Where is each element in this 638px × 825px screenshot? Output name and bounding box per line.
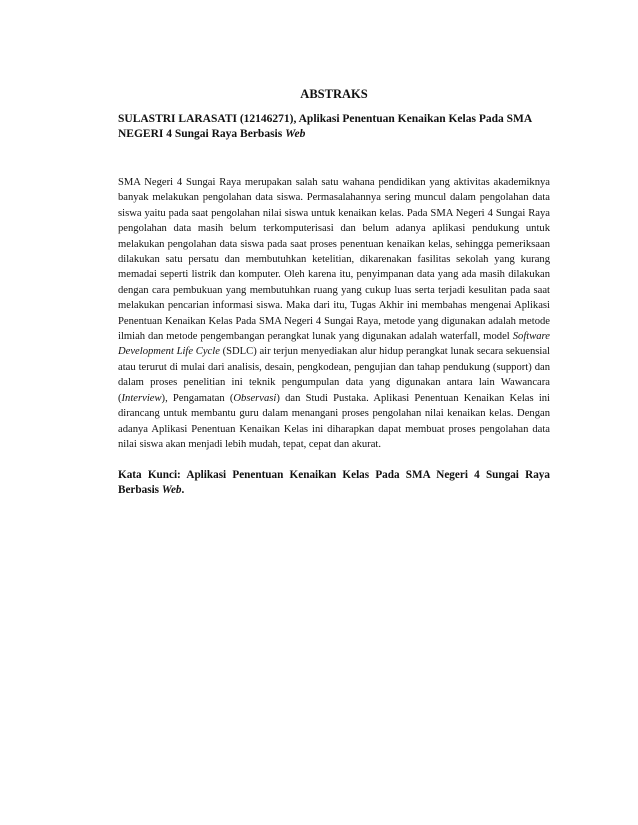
author-title-text: SULASTRI LARASATI (12146271), Aplikasi Penentuan Kenaikan Kelas Pada SMA NEGERI 4 Sungai Raya Berbasis [118, 113, 532, 140]
keywords-suffix: . [181, 484, 185, 497]
abstract-italic-interview: Interview [121, 392, 162, 404]
abstract-text-1: SMA Negeri 4 Sungai Raya merupakan salah satu wahana pendidikan yang aktivitas akademiknya banyak melakukan pengolahan data siswa. Permasalahannya sering muncul dalam pengolahan data siswa yaitu pada saat pengolahan nilai siswa untuk kenaikan kelas. Pada SMA Negeri 4 Sungai Raya pengolahan data masih belum terkomputerisasi dan belum adanya aplikasi pendukung untuk melakukan pengolahan data siswa pada saat proses penentuan kenaikan kelas, sehingga pemeriksaan dilakukan satu persatu dan membutuhkan ketelitian, dikarenakan fasilitas sekolah yang kurang memadai seperti listrik dan komputer. Oleh karena itu, penyimpanan data yang ada masih dilakukan dengan cara pembukuan yang membutuhkan ruang yang cukup luas serta terjadi kesulitan pada saat melakukan pencarian informasi siswa. Maka dari itu, Tugas Akhir ini membahas mengenai Aplikasi Penentuan Kenaikan Kelas Pada SMA Negeri 4 Sungai Raya, metode yang digunakan adalah metode ilmiah dan metode pengembangan perangkat lunak yang digunakan adalah waterfall, model [118, 177, 550, 343]
keywords-text: Kata Kunci: Aplikasi Penentuan Kenaikan Kelas Pada SMA Negeri 4 Sungai Raya Berbasis [118, 469, 550, 497]
keywords-paragraph [118, 468, 550, 498]
abstract-text-2: (SDLC) air terjun menyediakan alur hidup perangkat lunak secara sekuensial atau terurut di mulai dari analisis, desain, pengkodean, pengujian dan tahap pendukung (support) dan dalam proses penelitian ini teknik pengumpulan data yang digunakan antara lain Wawancara ( [118, 346, 550, 404]
keywords-italic: Web [161, 484, 182, 497]
abstract-title: ABSTRAKS [300, 87, 368, 101]
document-page [118, 87, 550, 498]
author-title-italic: Web [285, 128, 306, 140]
author-title-line [118, 112, 550, 142]
abstract-italic-observasi: Observasi [233, 392, 277, 404]
abstract-paragraph [118, 175, 550, 452]
abstract-text-4: ) dan Studi Pustaka. Aplikasi Penentuan Kenaikan Kelas ini dirancang untuk membantu guru dalam menangani proses pengolahan nilai kenaikan kelas. Dengan adanya Aplikasi Penentuan Kenaikan Kelas ini diharapkan dapat membuat proses pengolahan data nilai siswa akan menjadi lebih mudah, tepat, cepat dan akurat. [118, 392, 550, 450]
abstract-italic-sdlc: Software Development Life Cycle [118, 331, 550, 358]
abstract-text-3: ), Pengamatan ( [161, 392, 234, 404]
